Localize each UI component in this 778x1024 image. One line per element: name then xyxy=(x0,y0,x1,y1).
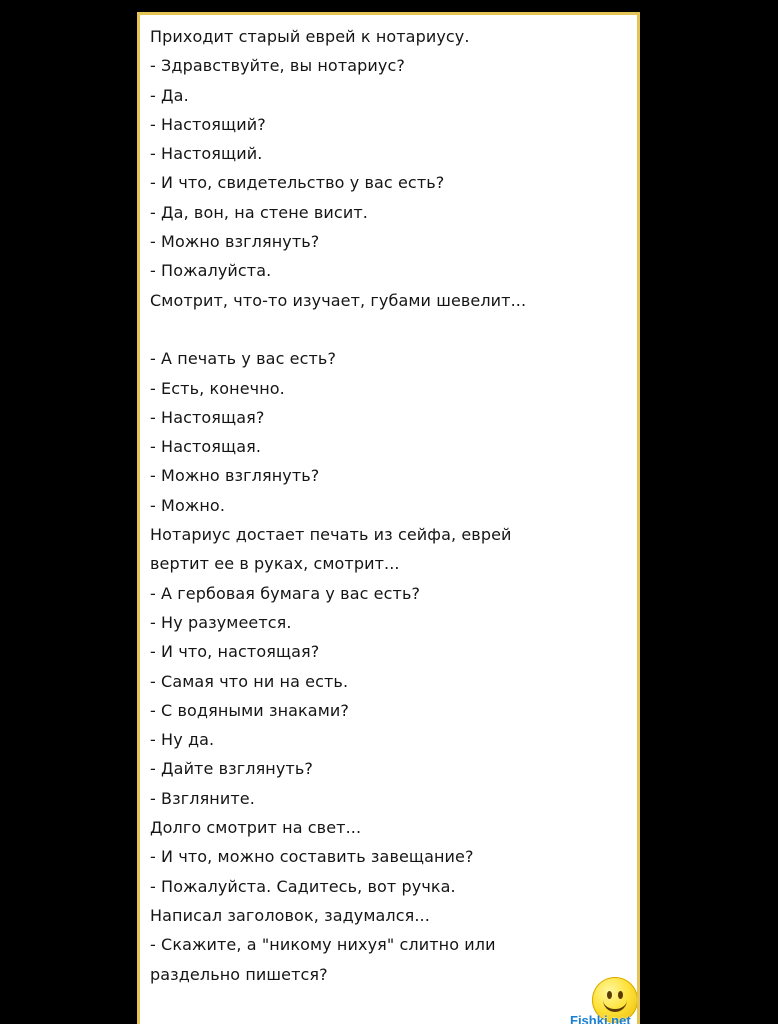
joke-line: - Да, вон, на стене висит. xyxy=(150,202,368,222)
joke-line: - Скажите, а "никому нихуя" слитно или xyxy=(150,935,496,955)
joke-line: - Дайте взглянуть? xyxy=(150,759,313,779)
joke-line: - Ну разумеется. xyxy=(150,612,292,632)
joke-line: - И что, можно составить завещание? xyxy=(150,847,474,867)
joke-line: - Можно. xyxy=(150,495,226,515)
joke-line: - Да. xyxy=(150,85,189,105)
joke-line: - И что, свидетельство у вас есть? xyxy=(150,173,445,193)
joke-text xyxy=(150,22,630,989)
joke-line: - А гербовая бумага у вас есть? xyxy=(150,583,421,603)
joke-line: - Можно взглянуть? xyxy=(150,232,320,252)
watermark: Fishki.net xyxy=(570,1013,631,1024)
joke-line: Долго смотрит на свет... xyxy=(150,818,362,838)
joke-line: - Ну да. xyxy=(150,730,215,750)
joke-card xyxy=(137,12,640,1024)
joke-line: Нотариус достает печать из сейфа, еврей xyxy=(150,525,512,545)
joke-line: - А печать у вас есть? xyxy=(150,349,337,369)
joke-line xyxy=(150,315,630,344)
joke-line: - Можно взглянуть? xyxy=(150,466,320,486)
joke-line: Написал заголовок, задумался... xyxy=(150,905,430,925)
joke-line: - Есть, конечно. xyxy=(150,378,285,398)
joke-line: - Взгляните. xyxy=(150,788,255,808)
joke-line: - И что, настоящая? xyxy=(150,642,320,662)
joke-line: - Пожалуйста. Садитесь, вот ручка. xyxy=(150,876,456,896)
joke-line: - С водяными знаками? xyxy=(150,700,349,720)
joke-line: раздельно пишется? xyxy=(150,964,328,984)
joke-line: - Настоящий? xyxy=(150,114,266,134)
joke-line: Приходит старый еврей к нотариусу. xyxy=(150,27,470,46)
joke-line: вертит ее в руках, смотрит... xyxy=(150,554,400,574)
joke-line: - Настоящий. xyxy=(150,144,263,164)
joke-line: - Самая что ни на есть. xyxy=(150,671,349,691)
joke-line: - Пожалуйста. xyxy=(150,261,272,281)
joke-line: - Настоящая. xyxy=(150,437,262,457)
joke-line: Смотрит, что-то изучает, губами шевелит... xyxy=(150,290,527,310)
joke-line: - Настоящая? xyxy=(150,407,265,427)
joke-line: - Здравствуйте, вы нотариус? xyxy=(150,56,405,76)
